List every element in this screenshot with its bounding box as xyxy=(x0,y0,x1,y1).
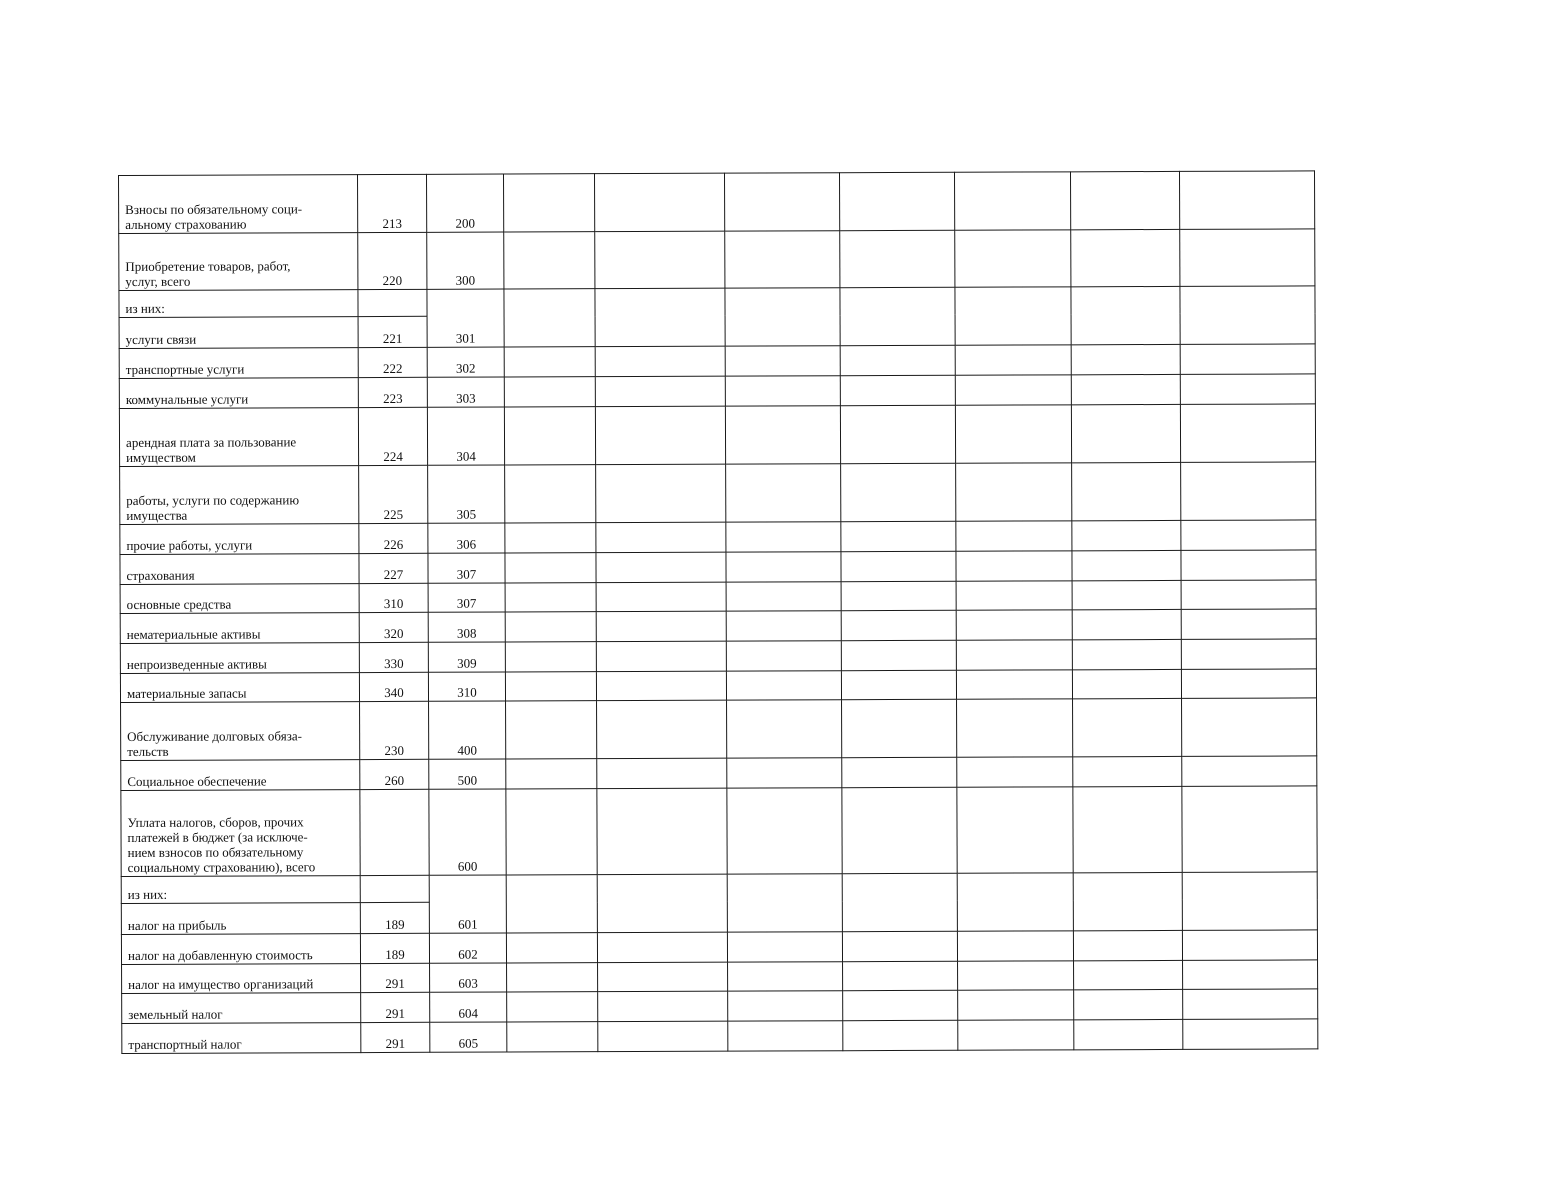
row-label: Обслуживание долговых обяза- тельств xyxy=(121,702,360,761)
value-cell[interactable] xyxy=(1073,756,1182,786)
row-label: работы, услуги по содержанию имущества xyxy=(120,466,359,525)
value-cell[interactable] xyxy=(1180,344,1315,375)
row-label: страхования xyxy=(120,554,359,585)
value-cell[interactable] xyxy=(958,1020,1074,1050)
value-cell[interactable] xyxy=(1072,550,1181,580)
kosgu-code-cell: 320 xyxy=(359,612,428,642)
row-label: материальные запасы xyxy=(120,673,359,703)
line-code-cell: 307 xyxy=(428,553,505,583)
kosgu-code-cell: 223 xyxy=(358,377,427,407)
row-label: налог на прибыль xyxy=(121,903,360,935)
value-cell[interactable] xyxy=(841,521,956,551)
kosgu-code-cell: 260 xyxy=(360,759,429,789)
value-cell[interactable] xyxy=(725,288,840,346)
value-cell[interactable] xyxy=(506,789,597,875)
value-cell[interactable] xyxy=(596,582,726,611)
kosgu-code-cell: 230 xyxy=(360,701,429,759)
line-code-cell: 300 xyxy=(427,232,504,289)
value-cell[interactable] xyxy=(956,640,1072,670)
line-code-cell: 301 xyxy=(427,289,504,347)
value-cell[interactable] xyxy=(1181,520,1316,551)
value-cell[interactable] xyxy=(727,932,842,962)
value-cell[interactable] xyxy=(1179,171,1314,230)
value-cell[interactable] xyxy=(1072,462,1181,520)
value-cell[interactable] xyxy=(597,874,727,932)
value-cell[interactable] xyxy=(958,990,1074,1020)
row-label: налог на имущество организаций xyxy=(122,964,361,994)
value-cell[interactable] xyxy=(504,347,595,377)
value-cell[interactable] xyxy=(955,230,1071,287)
row-label: земельный налог xyxy=(122,993,361,1024)
line-code-cell: 200 xyxy=(426,174,503,232)
row-label: налог на добавленную стоимость xyxy=(121,934,360,965)
value-cell[interactable] xyxy=(840,375,955,405)
value-cell[interactable] xyxy=(1072,580,1181,609)
row-label: нематериальные активы xyxy=(120,613,359,644)
value-cell[interactable] xyxy=(1071,344,1180,374)
value-cell[interactable] xyxy=(505,523,596,553)
value-cell[interactable] xyxy=(957,699,1073,757)
value-cell[interactable] xyxy=(595,288,725,346)
value-cell[interactable] xyxy=(955,375,1071,405)
value-cell[interactable] xyxy=(1181,609,1316,640)
table-row xyxy=(120,669,1316,703)
value-cell[interactable] xyxy=(842,699,957,757)
value-cell[interactable] xyxy=(1072,609,1181,639)
value-cell[interactable] xyxy=(1072,639,1181,669)
line-code-cell: 604 xyxy=(430,992,507,1022)
value-cell[interactable] xyxy=(841,670,956,699)
value-cell[interactable] xyxy=(506,875,597,933)
value-cell[interactable] xyxy=(726,582,841,611)
table-row xyxy=(119,229,1315,291)
value-cell[interactable] xyxy=(506,701,597,759)
value-cell[interactable] xyxy=(840,287,955,345)
line-code-cell: 303 xyxy=(427,377,504,407)
line-code-cell: 304 xyxy=(427,407,504,465)
value-cell[interactable] xyxy=(1073,930,1182,960)
financial-table xyxy=(118,170,1318,1054)
table-row xyxy=(120,462,1316,525)
value-cell[interactable] xyxy=(842,931,957,961)
value-cell[interactable] xyxy=(596,552,726,582)
row-label: арендная плата за пользование имуществом xyxy=(119,408,358,467)
value-cell[interactable] xyxy=(596,522,726,552)
value-cell[interactable] xyxy=(1071,286,1180,344)
table-row xyxy=(121,756,1317,791)
row-label: непроизведенные активы xyxy=(120,643,359,674)
value-cell[interactable] xyxy=(1073,872,1182,930)
kosgu-code-cell: 189 xyxy=(360,902,429,933)
value-cell[interactable] xyxy=(597,700,727,758)
value-cell[interactable] xyxy=(957,757,1073,787)
value-cell[interactable] xyxy=(724,173,839,231)
value-cell[interactable] xyxy=(1182,756,1317,787)
value-cell[interactable] xyxy=(726,464,841,522)
value-cell[interactable] xyxy=(596,671,726,700)
value-cell[interactable] xyxy=(595,376,725,406)
value-cell[interactable] xyxy=(1071,404,1180,462)
value-cell[interactable] xyxy=(728,991,843,1021)
value-cell[interactable] xyxy=(598,1021,728,1051)
value-cell[interactable] xyxy=(843,1020,958,1050)
value-cell[interactable] xyxy=(505,642,596,672)
value-cell[interactable] xyxy=(727,758,842,788)
line-code-cell: 310 xyxy=(428,672,505,701)
table-row xyxy=(122,1019,1318,1054)
value-cell[interactable] xyxy=(1181,669,1316,699)
kosgu-code-cell: 330 xyxy=(359,642,428,672)
value-cell[interactable] xyxy=(1072,520,1181,550)
line-code-cell: 302 xyxy=(427,347,504,377)
value-cell[interactable] xyxy=(1181,550,1316,581)
table-row xyxy=(121,872,1317,904)
row-label: услуги связи xyxy=(119,317,358,349)
kosgu-code-cell: 291 xyxy=(361,1022,430,1052)
table-row xyxy=(121,698,1317,761)
value-cell[interactable] xyxy=(597,932,727,962)
value-cell[interactable] xyxy=(1074,960,1183,989)
value-cell[interactable] xyxy=(726,671,841,700)
kosgu-code-cell: 310 xyxy=(359,583,428,612)
value-cell[interactable] xyxy=(1181,639,1316,670)
value-cell[interactable] xyxy=(727,874,842,932)
kosgu-code-cell: 222 xyxy=(358,347,427,377)
value-cell[interactable] xyxy=(958,961,1074,990)
value-cell[interactable] xyxy=(594,173,724,231)
value-cell[interactable] xyxy=(1183,960,1318,990)
value-cell[interactable] xyxy=(1183,989,1318,1020)
kosgu-code-cell: 225 xyxy=(359,465,428,523)
value-cell[interactable] xyxy=(728,962,843,991)
value-cell[interactable] xyxy=(1180,404,1315,463)
line-code-cell: 306 xyxy=(428,523,505,553)
value-cell[interactable] xyxy=(598,991,728,1021)
value-cell[interactable] xyxy=(954,172,1070,230)
value-cell[interactable] xyxy=(841,463,956,521)
row-label: прочие работы, услуги xyxy=(120,524,359,555)
kosgu-code-cell: 291 xyxy=(361,963,430,992)
row-label: из них: xyxy=(121,876,360,904)
kosgu-code-cell: 220 xyxy=(358,232,427,289)
value-cell[interactable] xyxy=(956,670,1072,699)
value-cell[interactable] xyxy=(843,961,958,990)
value-cell[interactable] xyxy=(595,406,725,464)
value-cell[interactable] xyxy=(1074,989,1183,1019)
table-row xyxy=(120,609,1316,644)
value-cell[interactable] xyxy=(956,581,1072,610)
value-cell[interactable] xyxy=(955,345,1071,375)
value-cell[interactable] xyxy=(726,552,841,582)
value-cell[interactable] xyxy=(1071,229,1180,286)
value-cell[interactable] xyxy=(505,465,596,523)
line-code-cell: 305 xyxy=(428,465,505,523)
value-cell[interactable] xyxy=(955,287,1071,345)
value-cell[interactable] xyxy=(598,962,728,991)
value-cell[interactable] xyxy=(840,405,955,463)
table-row xyxy=(120,580,1316,614)
value-cell[interactable] xyxy=(1074,1019,1183,1049)
table-row xyxy=(121,786,1317,877)
value-cell[interactable] xyxy=(726,641,841,671)
value-cell[interactable] xyxy=(596,641,726,671)
value-cell[interactable] xyxy=(1181,580,1316,610)
value-cell[interactable] xyxy=(507,1022,598,1052)
kosgu-code-cell: 226 xyxy=(359,523,428,553)
table-row xyxy=(119,344,1315,379)
line-code-cell: 500 xyxy=(429,759,506,789)
value-cell[interactable] xyxy=(957,787,1073,873)
row-label: Приобретение товаров, работ, услуг, всего xyxy=(119,233,358,291)
value-cell[interactable] xyxy=(596,464,726,522)
value-cell[interactable] xyxy=(725,376,840,406)
row-label: Взносы по обязательному соци- альному страхованию xyxy=(119,175,358,234)
kosgu-code-cell xyxy=(360,875,429,902)
row-label: Уплата налогов, сборов, прочих платежей в бюджет (за исключе- нием взносов по обязательному социальному страхованию), всего xyxy=(121,790,360,877)
value-cell[interactable] xyxy=(1180,229,1315,287)
value-cell[interactable] xyxy=(1070,171,1179,229)
row-label: транспортные услуги xyxy=(119,348,358,379)
value-cell[interactable] xyxy=(504,407,595,465)
table-row xyxy=(119,286,1315,318)
line-code-cell: 307 xyxy=(428,583,505,612)
value-cell[interactable] xyxy=(1180,374,1315,405)
value-cell[interactable] xyxy=(840,230,955,287)
value-cell[interactable] xyxy=(507,963,598,992)
value-cell[interactable] xyxy=(726,522,841,552)
value-cell[interactable] xyxy=(727,700,842,758)
value-cell[interactable] xyxy=(595,231,725,288)
row-label: из них: xyxy=(119,290,358,318)
value-cell[interactable] xyxy=(841,551,956,581)
value-cell[interactable] xyxy=(1181,462,1316,521)
value-cell[interactable] xyxy=(505,672,596,701)
row-label: коммунальные услуги xyxy=(119,378,358,409)
table-row xyxy=(121,930,1317,965)
value-cell[interactable] xyxy=(725,346,840,376)
table-row xyxy=(122,960,1318,994)
kosgu-code-cell: 340 xyxy=(359,672,428,701)
value-cell[interactable] xyxy=(841,610,956,640)
value-cell[interactable] xyxy=(725,406,840,464)
value-cell[interactable] xyxy=(506,933,597,963)
kosgu-code-cell: 213 xyxy=(358,174,427,232)
line-code-cell: 605 xyxy=(430,1022,507,1052)
kosgu-code-cell: 224 xyxy=(358,407,427,465)
value-cell[interactable] xyxy=(1182,786,1317,873)
value-cell[interactable] xyxy=(1182,872,1317,931)
value-cell[interactable] xyxy=(957,873,1073,931)
line-code-cell: 308 xyxy=(428,612,505,642)
kosgu-code-cell: 221 xyxy=(358,316,427,347)
value-cell[interactable] xyxy=(1073,698,1182,756)
value-cell[interactable] xyxy=(504,377,595,407)
value-cell[interactable] xyxy=(1072,669,1181,698)
value-cell[interactable] xyxy=(504,232,595,289)
value-cell[interactable] xyxy=(1073,786,1182,872)
table-row xyxy=(120,550,1316,585)
value-cell[interactable] xyxy=(956,463,1072,521)
value-cell[interactable] xyxy=(504,289,595,347)
value-cell[interactable] xyxy=(1182,930,1317,961)
value-cell[interactable] xyxy=(505,583,596,612)
value-cell[interactable] xyxy=(595,346,725,376)
value-cell[interactable] xyxy=(505,553,596,583)
value-cell[interactable] xyxy=(842,757,957,787)
table-row xyxy=(120,639,1316,674)
kosgu-code-cell: 227 xyxy=(359,553,428,583)
value-cell[interactable] xyxy=(597,788,727,874)
value-cell[interactable] xyxy=(841,640,956,670)
table-row xyxy=(119,171,1315,234)
value-cell[interactable] xyxy=(505,612,596,642)
value-cell[interactable] xyxy=(841,581,956,610)
value-cell[interactable] xyxy=(956,610,1072,640)
value-cell[interactable] xyxy=(728,1021,843,1051)
value-cell[interactable] xyxy=(955,405,1071,463)
table-row xyxy=(119,404,1315,467)
table-row xyxy=(120,520,1316,555)
value-cell[interactable] xyxy=(1180,286,1315,345)
line-code-cell: 600 xyxy=(429,789,506,875)
table-row xyxy=(119,374,1315,409)
value-cell[interactable] xyxy=(725,231,840,288)
value-cell[interactable] xyxy=(956,551,1072,581)
line-code-cell: 309 xyxy=(428,642,505,672)
row-label: Социальное обеспечение xyxy=(121,760,360,791)
kosgu-code-cell: 291 xyxy=(361,992,430,1022)
value-cell[interactable] xyxy=(840,345,955,375)
line-code-cell: 400 xyxy=(429,701,506,759)
kosgu-code-cell xyxy=(360,789,429,875)
value-cell[interactable] xyxy=(727,788,842,874)
value-cell[interactable] xyxy=(506,759,597,789)
value-cell[interactable] xyxy=(507,992,598,1022)
line-code-cell: 602 xyxy=(429,933,506,963)
kosgu-code-cell: 189 xyxy=(360,933,429,963)
row-label: основные средства xyxy=(120,584,359,614)
value-cell[interactable] xyxy=(596,611,726,641)
kosgu-code-cell xyxy=(358,289,427,316)
value-cell[interactable] xyxy=(842,873,957,931)
value-cell[interactable] xyxy=(1183,1019,1318,1050)
row-label: транспортный налог xyxy=(122,1023,361,1054)
value-cell[interactable] xyxy=(503,174,594,232)
value-cell[interactable] xyxy=(726,611,841,641)
value-cell[interactable] xyxy=(842,787,957,873)
value-cell[interactable] xyxy=(1071,374,1180,404)
line-code-cell: 603 xyxy=(430,963,507,992)
line-code-cell: 601 xyxy=(429,875,506,933)
table-row xyxy=(122,989,1318,1024)
value-cell[interactable] xyxy=(839,172,954,230)
value-cell[interactable] xyxy=(597,758,727,788)
value-cell[interactable] xyxy=(957,931,1073,961)
value-cell[interactable] xyxy=(1182,698,1317,757)
value-cell[interactable] xyxy=(956,521,1072,551)
value-cell[interactable] xyxy=(843,990,958,1020)
